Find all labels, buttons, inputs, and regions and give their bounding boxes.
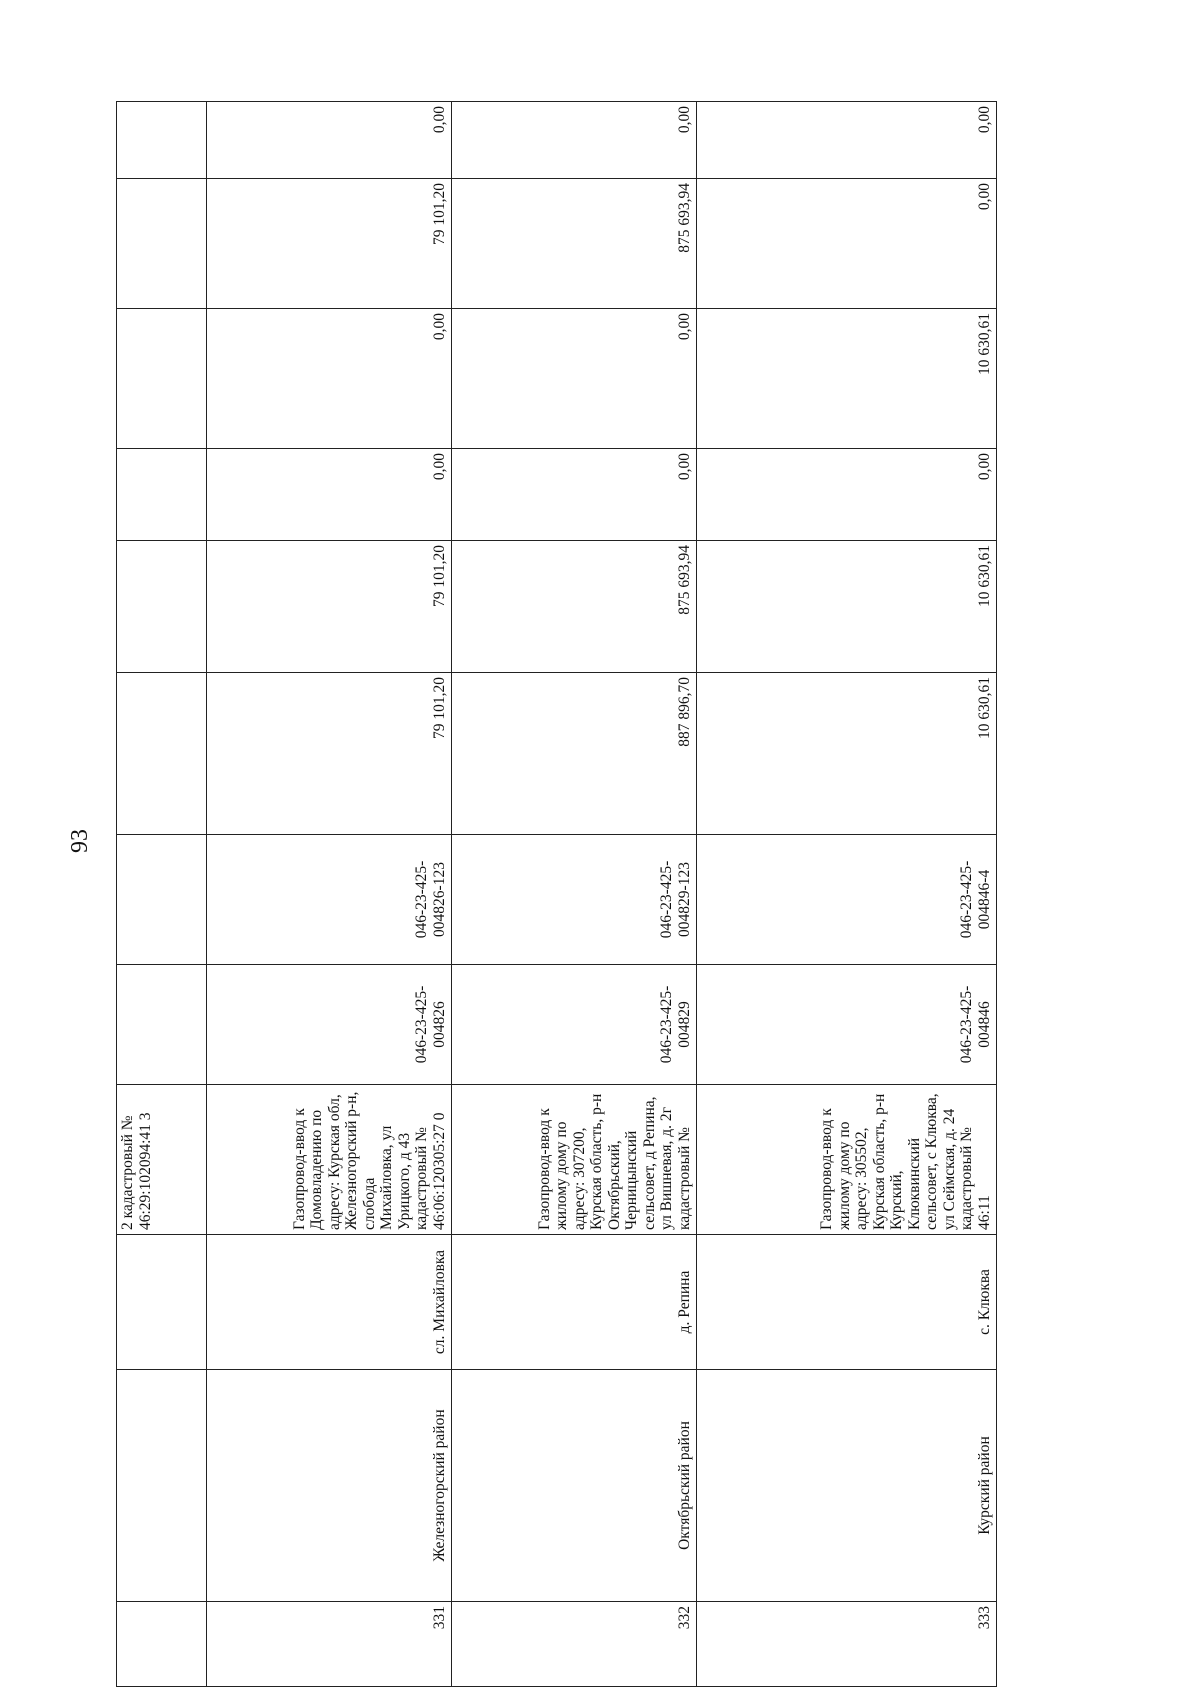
cell-amount-5: 0,00 bbox=[697, 179, 997, 309]
cell-settlement: с. Клюква bbox=[697, 1235, 997, 1370]
cell-amount-3: 0,00 bbox=[697, 449, 997, 541]
cell-amount-6: 0,00 bbox=[697, 102, 997, 179]
cell-amount-6: 0,00 bbox=[452, 102, 697, 179]
cell-amount-1: 887 896,70 bbox=[452, 673, 697, 835]
cell-amount-3 bbox=[117, 449, 207, 541]
cell-amount-2: 10 630,61 bbox=[697, 541, 997, 673]
cell-code-2: 046-23-425-004829-123 bbox=[452, 835, 697, 965]
cell-amount-6 bbox=[117, 102, 207, 179]
cell-index: 333 bbox=[697, 1602, 997, 1687]
cell-district: Курский район bbox=[697, 1370, 997, 1602]
cell-amount-6: 0,00 bbox=[207, 102, 452, 179]
cell-index: 332 bbox=[452, 1602, 697, 1687]
cell-district: Железногорский район bbox=[207, 1370, 452, 1602]
table-row bbox=[452, 102, 697, 1687]
cell-description: Газопровод-ввод к жилому дому по адресу: 305502, Курская область, р-н Курский, Клюквинский сельсовет, с Клюква, ул Сеймская, д. 24 кадастровый № 46:11 bbox=[697, 1085, 997, 1235]
cell-district: Октябрьский район bbox=[452, 1370, 697, 1602]
cell-index: 331 bbox=[207, 1602, 452, 1687]
rotated-table-canvas bbox=[116, 102, 1004, 1687]
cell-settlement bbox=[117, 1235, 207, 1370]
cell-amount-2 bbox=[117, 541, 207, 673]
cell-description: Газопровод-ввод к Домовладению по адресу: Курская обл, Железногорский р-н, слобода Михайловка, ул Урицкого, д 43 кадастровый № 46:06:120305:27 0 bbox=[207, 1085, 452, 1235]
cell-code-2: 046-23-425-004846-4 bbox=[697, 835, 997, 965]
cell-amount-4: 0,00 bbox=[207, 309, 452, 449]
cell-code-2 bbox=[117, 835, 207, 965]
cell-settlement: д. Репина bbox=[452, 1235, 697, 1370]
cell-amount-1: 79 101,20 bbox=[207, 673, 452, 835]
cell-code-1: 046-23-425-004826 bbox=[207, 965, 452, 1085]
cell-amount-4 bbox=[117, 309, 207, 449]
cell-amount-2: 875 693,94 bbox=[452, 541, 697, 673]
cell-amount-5 bbox=[117, 179, 207, 309]
cell-amount-3: 0,00 bbox=[452, 449, 697, 541]
cell-settlement: сл. Михайловка bbox=[207, 1235, 452, 1370]
cell-amount-3: 0,00 bbox=[207, 449, 452, 541]
cell-amount-4: 0,00 bbox=[452, 309, 697, 449]
cell-district bbox=[117, 1370, 207, 1602]
cell-amount-1: 10 630,61 bbox=[697, 673, 997, 835]
cell-index bbox=[117, 1602, 207, 1687]
table-row bbox=[207, 102, 452, 1687]
cell-amount-5: 875 693,94 bbox=[452, 179, 697, 309]
cell-description: 2 кадастровый № 46:29:102094:41 3 bbox=[117, 1085, 207, 1235]
table-row bbox=[697, 102, 997, 1687]
table-row-continuation bbox=[117, 102, 207, 1687]
cell-code-1 bbox=[117, 965, 207, 1085]
page-number: 93 bbox=[67, 829, 93, 853]
registry-table bbox=[116, 101, 997, 1687]
cell-code-2: 046-23-425-004826-123 bbox=[207, 835, 452, 965]
cell-amount-2: 79 101,20 bbox=[207, 541, 452, 673]
cell-amount-5: 79 101,20 bbox=[207, 179, 452, 309]
cell-amount-4: 10 630,61 bbox=[697, 309, 997, 449]
cell-code-1: 046-23-425-004846 bbox=[697, 965, 997, 1085]
cell-amount-1 bbox=[117, 673, 207, 835]
cell-code-1: 046-23-425-004829 bbox=[452, 965, 697, 1085]
cell-description: Газопровод-ввод к жилому дому по адресу: 307200, Курская область, р-н Октябрьский, Черницынский сельсовет, д Репина, ул Вишневая, д. 2г кадастровый № bbox=[452, 1085, 697, 1235]
rotated-table-wrapper bbox=[116, 102, 1004, 1687]
